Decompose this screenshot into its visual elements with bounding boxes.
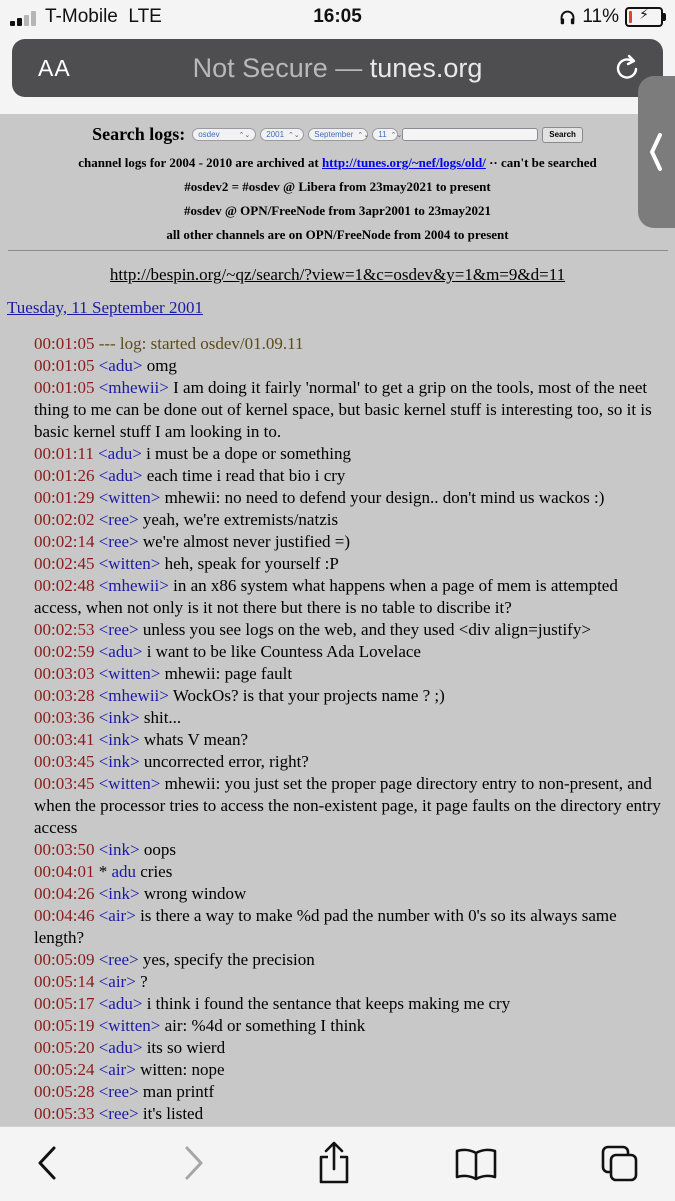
log-message: air: %4d or something I think (164, 1016, 366, 1035)
log-timestamp: 00:01:29 (34, 488, 95, 507)
log-line (34, 355, 662, 377)
log-line (34, 729, 662, 751)
year-select[interactable]: 2001 ⌃⌄ (260, 128, 304, 141)
log-timestamp: 00:05:09 (34, 950, 95, 969)
log-line (34, 509, 662, 531)
log-line (34, 377, 662, 443)
network-type: LTE (128, 6, 162, 27)
log-message: mhewii: no need to defend your design.. don't mind us wackos :) (164, 488, 605, 507)
carrier-name: T-Mobile (45, 6, 118, 27)
archive-notice: channel logs for 2004 - 2010 are archived at http://tunes.org/~nef/logs/old/ ·· can't be searched (78, 155, 597, 170)
log-timestamp: 00:01:05 (34, 334, 95, 353)
log-timestamp: 00:03:03 (34, 664, 95, 683)
log-message: wrong window (143, 884, 247, 903)
log-message: WockOs? is that your projects name ? ;) (172, 686, 445, 705)
reload-icon[interactable] (611, 52, 643, 84)
browser-address-area (0, 36, 675, 114)
log-line (34, 531, 662, 553)
log-message: witten: nope (140, 1060, 225, 1079)
log-message: i want to be like Countess Ada Lovelace (146, 642, 421, 661)
log-nick: <ree> (98, 620, 139, 639)
log-message: omg (146, 356, 177, 375)
log-system-message: --- log: started osdev/01.09.11 (98, 334, 304, 353)
log-timestamp: 00:05:19 (34, 1016, 95, 1035)
log-timestamp: 00:02:02 (34, 510, 95, 529)
log-nick: <witten> (98, 1016, 161, 1035)
archive-link[interactable]: http://tunes.org/~nef/logs/old/ (321, 155, 486, 170)
log-message: yeah, we're extremists/natzis (142, 510, 339, 529)
log-line (34, 905, 662, 949)
log-nick: <mhewii> (98, 576, 169, 595)
bookmarks-icon[interactable] (454, 1147, 498, 1181)
tabs-icon[interactable] (600, 1144, 640, 1184)
log-nick: <adu> (98, 642, 143, 661)
select-chevron-icon: ⌃⌄ (390, 131, 403, 139)
log-line (34, 839, 662, 861)
log-message: is there a way to make %d pad the number with 0's so its always same length? (34, 906, 617, 947)
log-message: ? (140, 972, 148, 991)
security-label: Not Secure (192, 53, 328, 83)
permalink[interactable]: http://bespin.org/~qz/search/?view=1&c=osdev&y=1&m=9&d=11 (109, 265, 566, 284)
log-nick: <mhewii> (98, 378, 169, 397)
month-select[interactable]: September ⌃⌄ (308, 128, 368, 141)
log-timestamp: 00:03:28 (34, 686, 95, 705)
log-line (34, 443, 662, 465)
date-heading-link[interactable]: Tuesday, 11 September 2001 (7, 298, 203, 317)
select-chevron-icon: ⌃⌄ (357, 131, 370, 139)
log-line (34, 883, 662, 905)
log-line (34, 993, 662, 1015)
search-button[interactable]: Search (542, 127, 583, 143)
log-nick: <witten> (98, 554, 161, 573)
log-timestamp: 00:02:53 (34, 620, 95, 639)
log-nick: <air> (98, 972, 136, 991)
search-form (0, 124, 675, 145)
log-line: 00:04:01 * adu cries (34, 862, 173, 881)
log-nick: <air> (98, 1060, 136, 1079)
log-message: each time i read that bio i cry (146, 466, 346, 485)
url-separator: — (335, 53, 363, 83)
log-message: uncorrected error, right? (143, 752, 309, 771)
log-timestamp: 00:04:01 (34, 862, 95, 881)
log-nick: <ink> (98, 884, 140, 903)
log-line (34, 751, 662, 773)
log-timestamp: 00:05:28 (34, 1082, 95, 1101)
log-message: shit... (143, 708, 182, 727)
log-line (34, 685, 662, 707)
log-timestamp: 00:05:20 (34, 1038, 95, 1057)
search-input[interactable] (402, 128, 538, 141)
log-timestamp: 00:03:41 (34, 730, 95, 749)
log-timestamp: 00:01:26 (34, 466, 95, 485)
log-timestamp: 00:05:14 (34, 972, 95, 991)
battery-icon (625, 7, 663, 27)
log-nick: <witten> (98, 488, 161, 507)
log-timestamp: 00:03:45 (34, 774, 95, 793)
battery-percent: 11% (582, 6, 619, 27)
log-line (34, 1059, 662, 1081)
chevron-left-icon (649, 132, 663, 172)
url-domain: tunes.org (369, 53, 483, 83)
log-nick: <adu> (98, 466, 143, 485)
log-line (34, 663, 662, 685)
log-nick: <mhewii> (98, 686, 169, 705)
log-nick: <adu> (98, 1038, 143, 1057)
notice-other-channels: all other channels are on OPN/FreeNode from 2004 to present (166, 227, 509, 242)
log-nick: <ink> (98, 752, 140, 771)
log-nick: <ree> (98, 1082, 139, 1101)
log-line (34, 487, 662, 509)
log-nick: <witten> (98, 774, 161, 793)
forward-icon[interactable] (181, 1145, 207, 1181)
log-line (34, 333, 662, 355)
headphones-icon (559, 9, 576, 26)
log-line (34, 971, 662, 993)
log-nick: adu (111, 862, 136, 881)
status-bar (0, 0, 675, 36)
log-timestamp: 00:01:05 (34, 378, 95, 397)
log-nick: <ree> (98, 1104, 139, 1123)
channel-select[interactable]: osdev ⌃⌄ (192, 128, 256, 141)
log-message: I am doing it fairly 'normal' to get a grip on the tools, most of the neet thing to me can be done out of kernel space, but basic kernel stuff is interesting too, so it is basic kernel stuff I am looking in to. (34, 378, 652, 441)
log-message: cries (140, 862, 173, 881)
log-message: heh, speak for yourself :P (164, 554, 339, 573)
log-line (34, 1081, 662, 1103)
charging-bolt-icon: ⚡ (639, 6, 649, 22)
log-nick: <ree> (98, 950, 139, 969)
log-timestamp: 00:04:26 (34, 884, 95, 903)
log-line (34, 553, 662, 575)
log-message: mhewii: you just set the proper page directory entry to non-present, and when the processor tries to access the non-existent page, it page faults on the directory entry access (34, 774, 661, 837)
log-nick: <ree> (98, 510, 139, 529)
web-page (0, 114, 675, 1126)
log-message: its so wierd (146, 1038, 226, 1057)
log-timestamp: 00:02:14 (34, 532, 95, 551)
log-message: it's listed (142, 1104, 204, 1123)
log-line (34, 1103, 662, 1125)
log-nick: <ree> (98, 532, 139, 551)
log-message: oops (143, 840, 176, 859)
log-timestamp: 00:05:33 (34, 1104, 95, 1123)
clock: 16:05 (313, 6, 362, 27)
notice-osdev: #osdev @ OPN/FreeNode from 3apr2001 to 23may2021 (184, 203, 491, 218)
log-nick: <witten> (98, 664, 161, 683)
share-icon[interactable] (316, 1141, 352, 1185)
search-label: Search logs: (92, 124, 186, 144)
log-timestamp: 00:02:45 (34, 554, 95, 573)
log-message: yes, specify the precision (142, 950, 315, 969)
log-line (34, 949, 662, 971)
log-message: i must be a dope or something (146, 444, 351, 463)
log-message: unless you see logs on the web, and they used <div align=justify> (142, 620, 591, 639)
log-message: man printf (142, 1082, 215, 1101)
log-nick: <ink> (98, 840, 140, 859)
log-line (34, 773, 662, 839)
chat-log (34, 333, 662, 1125)
log-timestamp: 00:05:17 (34, 994, 95, 1013)
back-icon[interactable] (34, 1145, 60, 1181)
log-nick: <ink> (98, 708, 140, 727)
day-select[interactable]: 11 ⌃⌄ (372, 128, 398, 141)
log-timestamp: 00:03:45 (34, 752, 95, 771)
address-bar[interactable] (12, 39, 663, 97)
notice-osdev2: #osdev2 = #osdev @ Libera from 23may2021 to present (184, 179, 491, 194)
log-timestamp: 00:03:50 (34, 840, 95, 859)
log-nick: <adu> (98, 356, 143, 375)
text-size-button[interactable]: AA (38, 55, 71, 81)
log-line (34, 619, 662, 641)
bottom-toolbar (0, 1126, 675, 1201)
log-nick: <adu> (98, 994, 143, 1013)
log-nick: <ink> (98, 730, 140, 749)
log-line (34, 1037, 662, 1059)
url-display[interactable] (12, 53, 663, 84)
log-timestamp: 00:02:48 (34, 576, 95, 595)
divider (8, 250, 668, 251)
select-chevron-icon: ⌃⌄ (288, 131, 300, 139)
log-message: whats V mean? (143, 730, 249, 749)
log-timestamp: 00:05:24 (34, 1060, 95, 1079)
log-nick: <air> (98, 906, 136, 925)
log-timestamp: 00:02:59 (34, 642, 95, 661)
log-message: i think i found the sentance that keeps making me cry (146, 994, 511, 1013)
log-message: mhewii: page fault (164, 664, 293, 683)
log-timestamp: 00:04:46 (34, 906, 95, 925)
log-line (34, 465, 662, 487)
log-timestamp: 00:01:05 (34, 356, 95, 375)
side-panel-tab[interactable] (638, 76, 675, 228)
log-line (34, 575, 662, 619)
log-nick: <adu> (98, 444, 142, 463)
select-chevron-icon: ⌃⌄ (238, 131, 251, 139)
log-message: in an x86 system what happens when a page of mem is attempted access, when not only is it not there but there is no table to discribe it? (34, 576, 618, 617)
log-message: we're almost never justified =) (142, 532, 351, 551)
log-timestamp: 00:03:36 (34, 708, 95, 727)
log-line (34, 1015, 662, 1037)
log-timestamp: 00:01:11 (34, 444, 94, 463)
log-line (34, 641, 662, 663)
log-line (34, 707, 662, 729)
